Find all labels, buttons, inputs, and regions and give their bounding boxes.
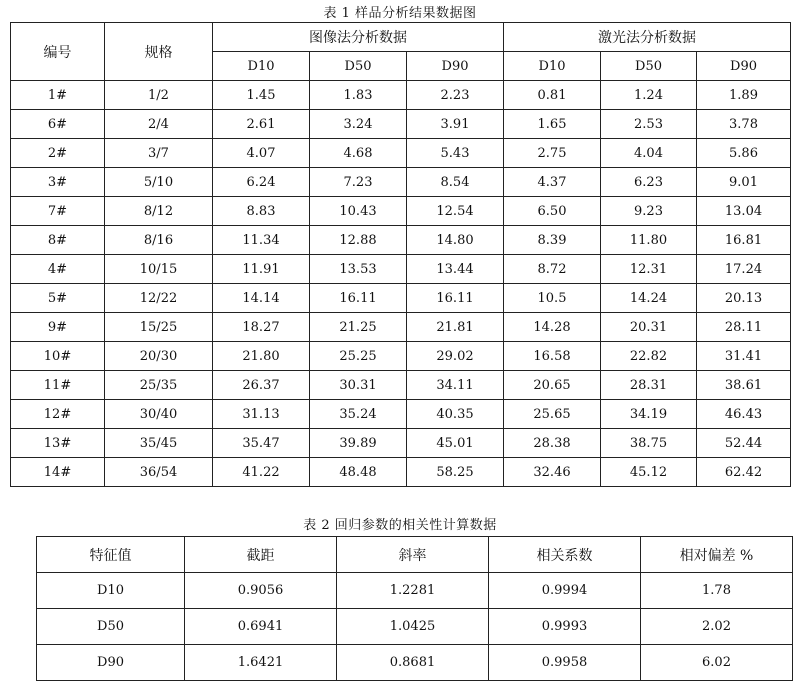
image-d10-cell: 6.24 [213, 168, 310, 197]
sample-id-cell: 11# [11, 371, 105, 400]
table-row [37, 645, 793, 681]
regression-parameters-body [37, 573, 793, 681]
laser-d10-cell: 8.39 [504, 226, 601, 255]
image-d50-cell: 35.24 [310, 400, 407, 429]
intercept-cell: 0.6941 [185, 609, 337, 645]
laser-d90-cell: 28.11 [697, 313, 791, 342]
laser-d50-cell: 2.53 [601, 110, 697, 139]
sample-spec-cell: 20/30 [105, 342, 213, 371]
relative-deviation-cell: 2.02 [641, 609, 793, 645]
laser-d10-cell: 4.37 [504, 168, 601, 197]
image-d90-cell: 8.54 [407, 168, 504, 197]
table1-caption: 表 1 样品分析结果数据图 [323, 6, 477, 21]
image-d90-cell: 40.35 [407, 400, 504, 429]
image-d50-cell: 7.23 [310, 168, 407, 197]
laser-d50-cell: 45.12 [601, 458, 697, 487]
sample-spec-cell: 35/45 [105, 429, 213, 458]
image-d90-cell: 34.11 [407, 371, 504, 400]
image-d10-cell: 18.27 [213, 313, 310, 342]
relative-deviation-cell: 6.02 [641, 645, 793, 681]
laser-d90-cell: 5.86 [697, 139, 791, 168]
regression-header-row [37, 537, 793, 573]
image-d90-cell: 58.25 [407, 458, 504, 487]
image-d10-cell: 2.61 [213, 110, 310, 139]
laser-d50-cell: 1.24 [601, 81, 697, 110]
image-d50-cell: 30.31 [310, 371, 407, 400]
image-d10-cell: 31.13 [213, 400, 310, 429]
sample-spec-cell: 3/7 [105, 139, 213, 168]
image-d10-cell: 26.37 [213, 371, 310, 400]
sample-id-cell: 4# [11, 255, 105, 284]
laser-d50-cell: 11.80 [601, 226, 697, 255]
table-row [37, 609, 793, 645]
sample-spec-cell: 8/16 [105, 226, 213, 255]
laser-d10-cell: 2.75 [504, 139, 601, 168]
image-d10-cell: 35.47 [213, 429, 310, 458]
header-image-d90: D90 [407, 52, 504, 81]
laser-d90-cell: 31.41 [697, 342, 791, 371]
laser-d50-cell: 9.23 [601, 197, 697, 226]
sample-spec-cell: 10/15 [105, 255, 213, 284]
image-d50-cell: 4.68 [310, 139, 407, 168]
regression-parameters-table [36, 536, 793, 681]
laser-d50-cell: 14.24 [601, 284, 697, 313]
image-d50-cell: 25.25 [310, 342, 407, 371]
header-feature: 特征值 [37, 537, 185, 573]
image-d50-cell: 39.89 [310, 429, 407, 458]
header-relative-deviation: 相对偏差 % [641, 537, 793, 573]
image-d90-cell: 21.81 [407, 313, 504, 342]
image-d90-cell: 16.11 [407, 284, 504, 313]
sample-analysis-table [10, 22, 791, 487]
sample-id-cell: 10# [11, 342, 105, 371]
feature-cell: D10 [37, 573, 185, 609]
header-laser-method: 激光法分析数据 [504, 23, 791, 52]
image-d10-cell: 4.07 [213, 139, 310, 168]
laser-d50-cell: 34.19 [601, 400, 697, 429]
sample-id-cell: 3# [11, 168, 105, 197]
header-slope: 斜率 [337, 537, 489, 573]
slope-cell: 0.8681 [337, 645, 489, 681]
laser-d90-cell: 38.61 [697, 371, 791, 400]
table-row [11, 458, 791, 487]
table-row [11, 313, 791, 342]
image-d10-cell: 8.83 [213, 197, 310, 226]
table-row [11, 429, 791, 458]
sample-spec-cell: 1/2 [105, 81, 213, 110]
header-image-d10: D10 [213, 52, 310, 81]
header-laser-d50: D50 [601, 52, 697, 81]
laser-d50-cell: 28.31 [601, 371, 697, 400]
image-d50-cell: 48.48 [310, 458, 407, 487]
table-row [37, 573, 793, 609]
image-d10-cell: 21.80 [213, 342, 310, 371]
image-d50-cell: 3.24 [310, 110, 407, 139]
correlation-cell: 0.9994 [489, 573, 641, 609]
laser-d50-cell: 38.75 [601, 429, 697, 458]
feature-cell: D90 [37, 645, 185, 681]
image-d10-cell: 1.45 [213, 81, 310, 110]
header-spec: 规格 [105, 23, 213, 81]
laser-d90-cell: 17.24 [697, 255, 791, 284]
image-d50-cell: 16.11 [310, 284, 407, 313]
image-d90-cell: 13.44 [407, 255, 504, 284]
image-d90-cell: 3.91 [407, 110, 504, 139]
laser-d90-cell: 9.01 [697, 168, 791, 197]
table-row [11, 226, 791, 255]
laser-d10-cell: 28.38 [504, 429, 601, 458]
sample-spec-cell: 5/10 [105, 168, 213, 197]
header-laser-d10: D10 [504, 52, 601, 81]
image-d90-cell: 2.23 [407, 81, 504, 110]
sample-id-cell: 12# [11, 400, 105, 429]
image-d50-cell: 10.43 [310, 197, 407, 226]
laser-d90-cell: 1.89 [697, 81, 791, 110]
header-laser-d90: D90 [697, 52, 791, 81]
table-row [11, 342, 791, 371]
image-d90-cell: 5.43 [407, 139, 504, 168]
sample-id-cell: 1# [11, 81, 105, 110]
feature-cell: D50 [37, 609, 185, 645]
table-row [11, 139, 791, 168]
laser-d90-cell: 3.78 [697, 110, 791, 139]
laser-d90-cell: 52.44 [697, 429, 791, 458]
image-d10-cell: 11.91 [213, 255, 310, 284]
laser-d50-cell: 4.04 [601, 139, 697, 168]
sample-id-cell: 9# [11, 313, 105, 342]
image-d10-cell: 14.14 [213, 284, 310, 313]
image-d10-cell: 41.22 [213, 458, 310, 487]
laser-d10-cell: 0.81 [504, 81, 601, 110]
table-row [11, 255, 791, 284]
laser-d90-cell: 62.42 [697, 458, 791, 487]
table-row [11, 110, 791, 139]
laser-d10-cell: 14.28 [504, 313, 601, 342]
laser-d10-cell: 20.65 [504, 371, 601, 400]
intercept-cell: 0.9056 [185, 573, 337, 609]
image-d50-cell: 21.25 [310, 313, 407, 342]
laser-d10-cell: 25.65 [504, 400, 601, 429]
image-d90-cell: 45.01 [407, 429, 504, 458]
relative-deviation-cell: 1.78 [641, 573, 793, 609]
laser-d90-cell: 20.13 [697, 284, 791, 313]
table-row [11, 400, 791, 429]
table2-caption: 表 2 回归参数的相关性计算数据 [303, 518, 497, 533]
sample-id-cell: 2# [11, 139, 105, 168]
intercept-cell: 1.6421 [185, 645, 337, 681]
correlation-cell: 0.9993 [489, 609, 641, 645]
sample-spec-cell: 15/25 [105, 313, 213, 342]
sample-spec-cell: 25/35 [105, 371, 213, 400]
image-d90-cell: 29.02 [407, 342, 504, 371]
sample-id-cell: 13# [11, 429, 105, 458]
table-row [11, 168, 791, 197]
laser-d10-cell: 16.58 [504, 342, 601, 371]
laser-d90-cell: 13.04 [697, 197, 791, 226]
table-row [11, 284, 791, 313]
header-image-method: 图像法分析数据 [213, 23, 504, 52]
laser-d10-cell: 1.65 [504, 110, 601, 139]
laser-d10-cell: 32.46 [504, 458, 601, 487]
laser-d50-cell: 22.82 [601, 342, 697, 371]
header-intercept: 截距 [185, 537, 337, 573]
sample-analysis-body [11, 81, 791, 487]
image-d10-cell: 11.34 [213, 226, 310, 255]
sample-spec-cell: 12/22 [105, 284, 213, 313]
laser-d10-cell: 10.5 [504, 284, 601, 313]
correlation-cell: 0.9958 [489, 645, 641, 681]
laser-d90-cell: 16.81 [697, 226, 791, 255]
sample-id-cell: 6# [11, 110, 105, 139]
image-d50-cell: 13.53 [310, 255, 407, 284]
header-id: 编号 [11, 23, 105, 81]
laser-d10-cell: 8.72 [504, 255, 601, 284]
header-correlation: 相关系数 [489, 537, 641, 573]
laser-d50-cell: 20.31 [601, 313, 697, 342]
sample-id-cell: 14# [11, 458, 105, 487]
sample-spec-cell: 30/40 [105, 400, 213, 429]
laser-d10-cell: 6.50 [504, 197, 601, 226]
header-image-d50: D50 [310, 52, 407, 81]
sample-id-cell: 5# [11, 284, 105, 313]
laser-d90-cell: 46.43 [697, 400, 791, 429]
table-row [11, 197, 791, 226]
table-row [11, 81, 791, 110]
slope-cell: 1.2281 [337, 573, 489, 609]
sample-spec-cell: 36/54 [105, 458, 213, 487]
sample-id-cell: 7# [11, 197, 105, 226]
sample-spec-cell: 8/12 [105, 197, 213, 226]
image-d90-cell: 12.54 [407, 197, 504, 226]
table-row [11, 371, 791, 400]
image-d50-cell: 1.83 [310, 81, 407, 110]
slope-cell: 1.0425 [337, 609, 489, 645]
image-d50-cell: 12.88 [310, 226, 407, 255]
sample-id-cell: 8# [11, 226, 105, 255]
image-d90-cell: 14.80 [407, 226, 504, 255]
laser-d50-cell: 6.23 [601, 168, 697, 197]
sample-spec-cell: 2/4 [105, 110, 213, 139]
laser-d50-cell: 12.31 [601, 255, 697, 284]
